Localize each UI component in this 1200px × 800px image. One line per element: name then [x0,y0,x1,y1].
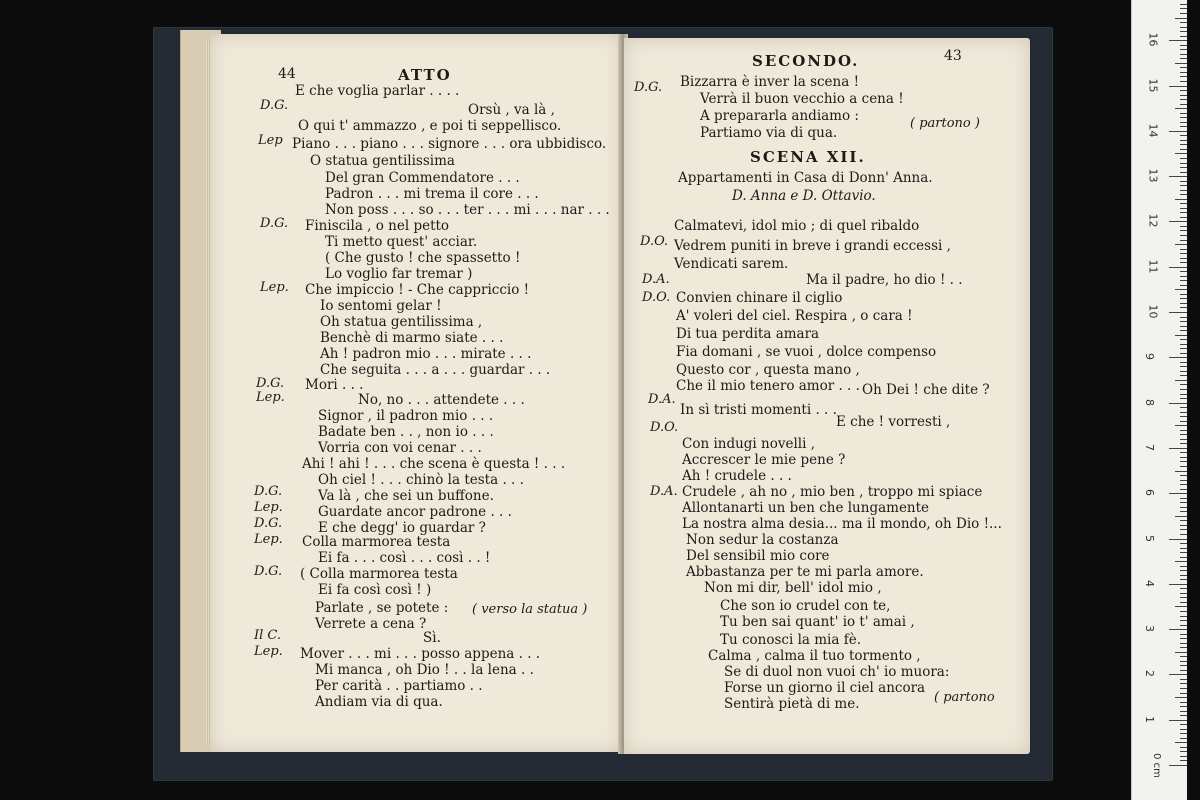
verse-line: Va là , che sei un buffone. [318,488,494,504]
ruler-tick [1180,466,1187,467]
ruler-tick [1180,693,1187,694]
ruler-tick [1180,298,1187,299]
speaker-label: D.G. [256,376,285,391]
page-number: 43 [944,48,962,64]
running-head: SECONDO. [752,52,860,70]
verse-line: In sì tristi momenti . . . [680,402,837,418]
ruler-tick [1175,425,1187,426]
ruler-tick [1180,525,1187,526]
verse-line: Verrà il buon vecchio a cena ! [700,91,904,107]
ruler-tick [1180,326,1187,327]
speaker-label: Lep [258,133,283,148]
ruler-tick [1169,765,1187,766]
ruler-number: 4 [1143,579,1156,587]
ruler-tick [1180,353,1187,354]
ruler-tick [1180,543,1187,544]
ruler-tick [1180,22,1187,23]
ruler-tick [1180,181,1187,182]
ruler-tick [1180,13,1187,14]
ruler-tick [1180,172,1187,173]
ruler-tick [1169,267,1187,268]
ruler-tick [1175,108,1187,109]
ruler-tick [1180,430,1187,431]
ruler-tick [1180,602,1187,603]
ruler-tick [1180,389,1187,390]
ruler-tick [1180,661,1187,662]
verse-line: Se di duol non vuoi ch' io muora: [724,664,950,680]
ruler-tick [1180,99,1187,100]
speaker-label: Il C. [254,628,282,643]
ruler-tick [1180,475,1187,476]
verse-line: Allontanarti un ben che lungamente [682,500,930,516]
verse-line: Ei fa . . . così . . . così . . ! [318,550,491,566]
ruler-tick [1180,711,1187,712]
verse-line: Orsù , va là , [468,102,555,118]
ruler-tick [1180,511,1187,512]
ruler-tick [1180,489,1187,490]
ruler-tick [1180,611,1187,612]
ruler-tick [1180,557,1187,558]
ruler-tick [1180,321,1187,322]
ruler-number: 1 [1143,715,1156,723]
speaker-label: D.G. [254,564,283,579]
ruler-tick [1180,647,1187,648]
ruler-tick [1180,394,1187,395]
ruler-tick [1180,416,1187,417]
speaker-label: Lep. [254,500,283,515]
ruler-tick [1180,262,1187,263]
verse-line: No, no . . . attendete . . . [358,392,525,408]
verse-line: A' voleri del ciel. Respira , o cara ! [676,308,913,324]
ruler-number: 8 [1143,398,1156,406]
verse-line: Mi manca , oh Dio ! . . la lena . . [315,662,534,678]
ruler-tick [1180,398,1187,399]
ruler-tick [1180,307,1187,308]
verse-line: Sì. [423,630,441,646]
verse-line: Abbastanza per te mi parla amore. [686,564,924,580]
ruler-tick [1180,45,1187,46]
ruler-tick [1180,113,1187,114]
ruler-tick [1169,403,1187,404]
ruler-tick [1180,715,1187,716]
ruler-tick [1169,448,1187,449]
right-page [624,38,1030,754]
ruler-tick [1180,276,1187,277]
verse-line: Non poss . . . so . . . ter . . . mi . . . nar . . . [325,202,610,218]
verse-line: Verrete a cena ? [315,616,427,632]
verse-line: Colla marmorea testa [302,534,451,550]
ruler-tick [1180,597,1187,598]
ruler-tick [1180,643,1187,644]
ruler-tick [1180,566,1187,567]
ruler-tick [1180,375,1187,376]
verse-line: Non mi dir, bell' idol mio , [704,580,882,596]
speaker-label: D.G. [260,216,289,231]
ruler-tick [1180,158,1187,159]
ruler-tick [1180,484,1187,485]
ruler-tick [1175,471,1187,472]
running-head: ATTO [398,66,452,84]
verse-line: Del gran Commendatore . . . [325,170,520,186]
speaker-label: D.G. [634,80,663,95]
ruler-tick [1180,570,1187,571]
verse-line: Per carità . . partiamo . . [315,678,483,694]
ruler-tick [1180,344,1187,345]
ruler-tick [1180,434,1187,435]
verse-line: O statua gentilissima [310,153,455,169]
speaker-label: Lep. [254,532,283,547]
verse-line: Oh Dei ! che dite ? [862,382,990,398]
ruler-tick [1180,634,1187,635]
ruler-tick [1180,122,1187,123]
ruler-tick [1180,588,1187,589]
ruler-number: 9 [1143,353,1156,361]
ruler-tick [1169,221,1187,222]
verse-line: O qui t' ammazzo , e poi ti seppellisco. [298,118,562,134]
verse-line: Crudele , ah no , mio ben , troppo mi spiace [682,484,983,500]
speaker-label: D.A. [650,484,678,499]
ruler-tick [1180,688,1187,689]
verse-line: Vorria con voi cenar . . . [318,440,482,456]
ruler-tick [1180,729,1187,730]
ruler-number: 10 [1146,304,1160,319]
page-number: 44 [278,66,296,82]
verse-line: Ahi ! ahi ! . . . che scena è questa ! . . . [302,456,566,472]
ruler-number: 15 [1146,78,1160,92]
verse-line: Io sentomi gelar ! [320,298,442,314]
verse-line: Che seguita . . . a . . . guardar . . . [320,362,551,378]
verse-line: Badate ben . . , non io . . . [318,424,494,440]
verse-line: Padron . . . mi trema il core . . . [325,186,539,202]
ruler-tick [1169,176,1187,177]
ruler-tick [1180,72,1187,73]
ruler-tick [1180,54,1187,55]
verse-line: Accrescer le mie pene ? [682,452,846,468]
ruler-tick [1180,294,1187,295]
verse-line: Signor , il padron mio . . . [318,408,494,424]
scene-setting: Appartamenti in Casa di Donn' Anna. [678,170,933,186]
scale-ruler [1131,0,1187,800]
verse-line: Ah ! padron mio . . . mirate . . . [320,346,532,362]
ruler-tick [1180,625,1187,626]
ruler-tick [1180,724,1187,725]
ruler-tick [1180,679,1187,680]
ruler-tick [1180,738,1187,739]
ruler-number: 6 [1143,489,1156,497]
ruler-tick [1175,742,1187,743]
ruler-tick [1180,507,1187,508]
ruler-tick [1169,720,1187,721]
ruler-tick [1180,163,1187,164]
ruler-tick [1175,606,1187,607]
ruler-tick [1175,516,1187,517]
ruler-tick [1180,217,1187,218]
ruler-tick [1180,208,1187,209]
ruler-tick [1180,226,1187,227]
ruler-tick [1175,199,1187,200]
ruler-tick [1180,552,1187,553]
ruler-tick [1180,683,1187,684]
verse-line: Calma , calma il tuo tormento , [708,648,921,664]
scene-characters: D. Anna e D. Ottavio. [732,188,876,204]
ruler-tick [1180,31,1187,32]
verse-line: Bizzarra è inver la scena ! [680,74,860,90]
ruler-tick [1169,357,1187,358]
ruler-tick [1180,190,1187,191]
ruler-tick [1169,86,1187,87]
ruler-tick [1180,203,1187,204]
ruler-tick [1180,452,1187,453]
ruler-tick [1180,271,1187,272]
speaker-label: D.G. [254,484,283,499]
ruler-tick [1169,131,1187,132]
verse-line: Sentirà pietà di me. [724,696,860,712]
ruler-tick [1180,366,1187,367]
verse-line: Guardate ancor padrone . . . [318,504,512,520]
verse-line: Questo cor , questa mano , [676,362,860,378]
ruler-tick [1169,629,1187,630]
verse-line: ( Colla marmorea testa [300,566,458,582]
ruler-tick [1180,167,1187,168]
verse-line: La nostra alma desia... ma il mondo, oh Dio !... [682,516,1002,532]
ruler-tick [1169,312,1187,313]
ruler-unit-label: 0 cm [1150,753,1162,778]
ruler-tick [1180,461,1187,462]
verse-line: Oh statua gentilissima , [320,314,483,330]
ruler-tick [1180,285,1187,286]
ruler-tick [1180,534,1187,535]
ruler-tick [1180,339,1187,340]
ruler-tick [1180,593,1187,594]
ruler-tick [1180,253,1187,254]
verse-line: Fia domani , se vuoi , dolce compenso [676,344,937,360]
ruler-tick [1180,616,1187,617]
ruler-tick [1169,674,1187,675]
speaker-label: Lep. [254,644,283,659]
speaker-label: D.A. [648,392,676,407]
ruler-tick [1175,561,1187,562]
ruler-tick [1180,185,1187,186]
ruler-tick [1180,249,1187,250]
ruler-tick [1180,412,1187,413]
ruler-tick [1180,620,1187,621]
verse-line: Che impiccio ! - Che cappriccio ! [305,282,530,298]
ruler-tick [1180,36,1187,37]
verse-line: ( Che gusto ! che spassetto ! [325,250,521,266]
verse-line: Di tua perdita amara [676,326,820,342]
ruler-number: 14 [1146,123,1160,138]
verse-line: Tu conosci la mia fè. [720,632,861,648]
ruler-tick [1175,18,1187,19]
ruler-number: 3 [1143,625,1156,633]
verse-line: Del sensibil mio core [686,548,830,564]
stage-direction: ( verso la statua ) [472,602,588,617]
verse-line: Ma il padre, ho dio ! . . [806,272,963,288]
ruler-tick [1180,439,1187,440]
verse-line: Calmatevi, idol mio ; di quel ribaldo [674,218,920,234]
speaker-label: D.O. [640,234,669,249]
ruler-number: 7 [1143,443,1156,451]
ruler-tick [1180,529,1187,530]
ruler-tick [1180,443,1187,444]
ruler-tick [1180,317,1187,318]
ruler-tick [1180,502,1187,503]
ruler-tick [1180,8,1187,9]
ruler-tick [1180,480,1187,481]
verse-line: Forse un giorno il ciel ancora [724,680,926,696]
ruler-tick [1180,421,1187,422]
ruler-tick [1169,493,1187,494]
verse-line: Vendicati sarem. [674,256,789,272]
verse-line: Tu ben sai quant' io t' amai , [720,614,915,630]
ruler-tick [1175,244,1187,245]
ruler-tick [1175,652,1187,653]
ruler-tick [1180,457,1187,458]
ruler-tick [1169,584,1187,585]
verse-line: E che degg' io guardar ? [318,520,486,536]
ruler-tick [1180,756,1187,757]
ruler-tick [1180,579,1187,580]
verse-line: E che voglia parlar . . . . [295,83,460,99]
verse-line: Ti metto quest' acciar. [325,234,478,250]
ruler-tick [1175,289,1187,290]
ruler-tick [1175,63,1187,64]
ruler-number: 11 [1146,259,1160,274]
scene-title: SCENA XII. [750,148,866,166]
ruler-tick [1169,40,1187,41]
ruler-tick [1180,575,1187,576]
ruler-tick [1180,702,1187,703]
ruler-tick [1180,330,1187,331]
left-page [210,34,622,752]
ruler-tick [1180,27,1187,28]
ruler-tick [1180,670,1187,671]
ruler-tick [1180,760,1187,761]
verse-line: Vedrem puniti in breve i grandi eccessi , [674,238,951,254]
ruler-number: 16 [1146,32,1160,47]
verse-line: Partiamo via di qua. [700,125,838,141]
verse-line: Non sedur la costanza [686,532,839,548]
verse-line: E che ! vorresti , [836,414,951,430]
verse-line: Benchè di marmo siate . . . [320,330,504,346]
ruler-tick [1180,230,1187,231]
speaker-label: D.O. [650,420,679,435]
ruler-tick [1180,348,1187,349]
ruler-tick [1180,104,1187,105]
ruler-number: 5 [1143,534,1156,542]
verse-line: Che il mio tenero amor . . . [676,378,860,394]
ruler-tick [1180,638,1187,639]
ruler-tick [1169,539,1187,540]
stage-direction: ( partono ) [910,116,980,131]
verse-line: Che son io crudel con te, [720,598,891,614]
ruler-number: 13 [1146,168,1160,183]
stage-direction: ( partono [934,690,995,705]
ruler-number: 2 [1143,670,1156,678]
verse-line: Ah ! crudele . . . [682,468,792,484]
ruler-tick [1180,751,1187,752]
ruler-tick [1180,258,1187,259]
verse-line: A prepararla andiamo : [700,108,859,124]
ruler-tick [1180,747,1187,748]
ruler-tick [1180,733,1187,734]
speaker-label: D.G. [254,516,283,531]
ruler-tick [1180,280,1187,281]
ruler-tick [1180,117,1187,118]
ruler-tick [1180,384,1187,385]
ruler-tick [1180,58,1187,59]
verse-line: Convien chinare il ciglio [676,290,843,306]
ruler-tick [1180,656,1187,657]
verse-line: Oh ciel ! . . . chinò la testa . . . [318,472,524,488]
ruler-tick [1180,303,1187,304]
verse-line: Finiscila , o nel petto [305,218,450,234]
ruler-tick [1180,49,1187,50]
speaker-label: D.O. [642,290,671,305]
ruler-tick [1175,380,1187,381]
ruler-tick [1180,240,1187,241]
verse-line: Parlate , se potete : [315,600,449,616]
ruler-tick [1180,140,1187,141]
ruler-tick [1180,498,1187,499]
verse-line: Ei fa così così ! ) [318,582,432,598]
ruler-tick [1180,212,1187,213]
ruler-tick [1180,235,1187,236]
speaker-label: Lep. [260,280,289,295]
ruler-tick [1180,407,1187,408]
speaker-label: D.A. [642,272,670,287]
ruler-tick [1180,149,1187,150]
verse-line: Piano . . . piano . . . signore . . . ora ubbidisco. [292,136,607,152]
ruler-tick [1175,153,1187,154]
ruler-tick [1180,548,1187,549]
ruler-tick [1180,135,1187,136]
verse-line: Lo voglio far tremar ) [325,266,473,282]
verse-line: Con indugi novelli , [682,436,816,452]
verse-line: Mori . . . [305,377,364,393]
ruler-tick [1180,126,1187,127]
ruler-tick [1180,706,1187,707]
speaker-label: D.G. [260,98,289,113]
ruler-tick [1180,4,1187,5]
speaker-label: Lep. [256,390,285,405]
ruler-tick [1180,90,1187,91]
ruler-tick [1180,362,1187,363]
ruler-tick [1180,665,1187,666]
verse-line: Andiam via di qua. [315,694,443,710]
ruler-tick [1175,697,1187,698]
ruler-tick [1180,520,1187,521]
ruler-tick [1180,144,1187,145]
ruler-tick [1180,194,1187,195]
ruler-tick [1180,371,1187,372]
ruler-tick [1180,95,1187,96]
verse-line: Mover . . . mi . . . posso appena . . . [300,646,541,662]
ruler-number: 12 [1146,213,1160,228]
ruler-tick [1180,67,1187,68]
ruler-tick [1180,76,1187,77]
ruler-tick [1175,335,1187,336]
ruler-tick [1180,81,1187,82]
